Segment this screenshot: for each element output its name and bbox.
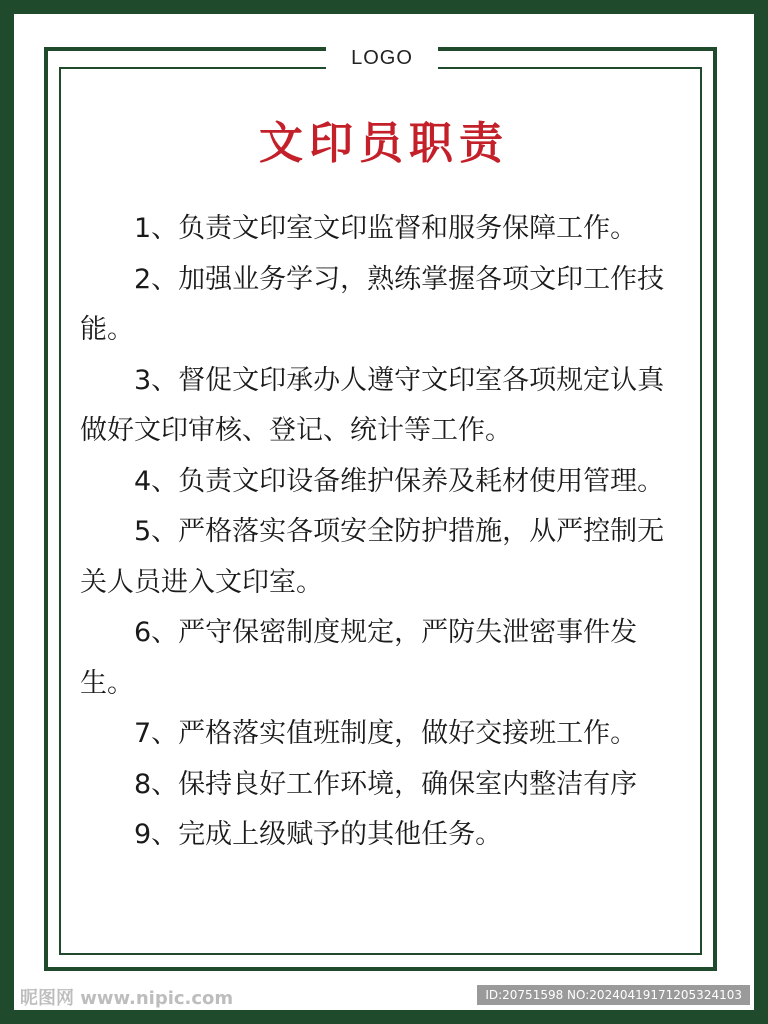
duty-list bbox=[80, 204, 690, 861]
poster-sheet bbox=[14, 14, 754, 1010]
duty-item-5: 5、严格落实各项安全防护措施，从严控制无关人员进入文印室。 bbox=[80, 516, 665, 598]
duty-item-3: 3、督促文印承办人遵守文印室各项规定认真做好文印审核、登记、统计等工作。 bbox=[80, 364, 665, 446]
duty-item-2: 2、加强业务学习，熟练掌握各项文印工作技能。 bbox=[80, 263, 665, 345]
duty-item-7: 7、严格落实值班制度，做好交接班工作。 bbox=[134, 718, 638, 749]
image-id-watermark: ID:20751598 NO:20240419171205324103 bbox=[477, 985, 750, 1005]
watermark-bar bbox=[0, 981, 768, 1011]
duty-item-6: 6、严守保密制度规定，严防失泄密事件发生。 bbox=[80, 617, 638, 699]
logo-label: LOGO bbox=[326, 42, 438, 74]
site-watermark: 昵图网 www.nipic.com bbox=[20, 988, 234, 1009]
duty-item-8: 8、保持良好工作环境，确保室内整洁有序 bbox=[134, 768, 638, 800]
poster-title: 文印员职责 bbox=[259, 118, 509, 169]
duty-item-9: 9、完成上级赋予的其他任务。 bbox=[134, 819, 503, 850]
duty-item-1: 1、负责文印室文印监督和服务保障工作。 bbox=[134, 213, 638, 244]
duty-item-4: 4、负责文印设备维护保养及耗材使用管理。 bbox=[134, 465, 665, 497]
